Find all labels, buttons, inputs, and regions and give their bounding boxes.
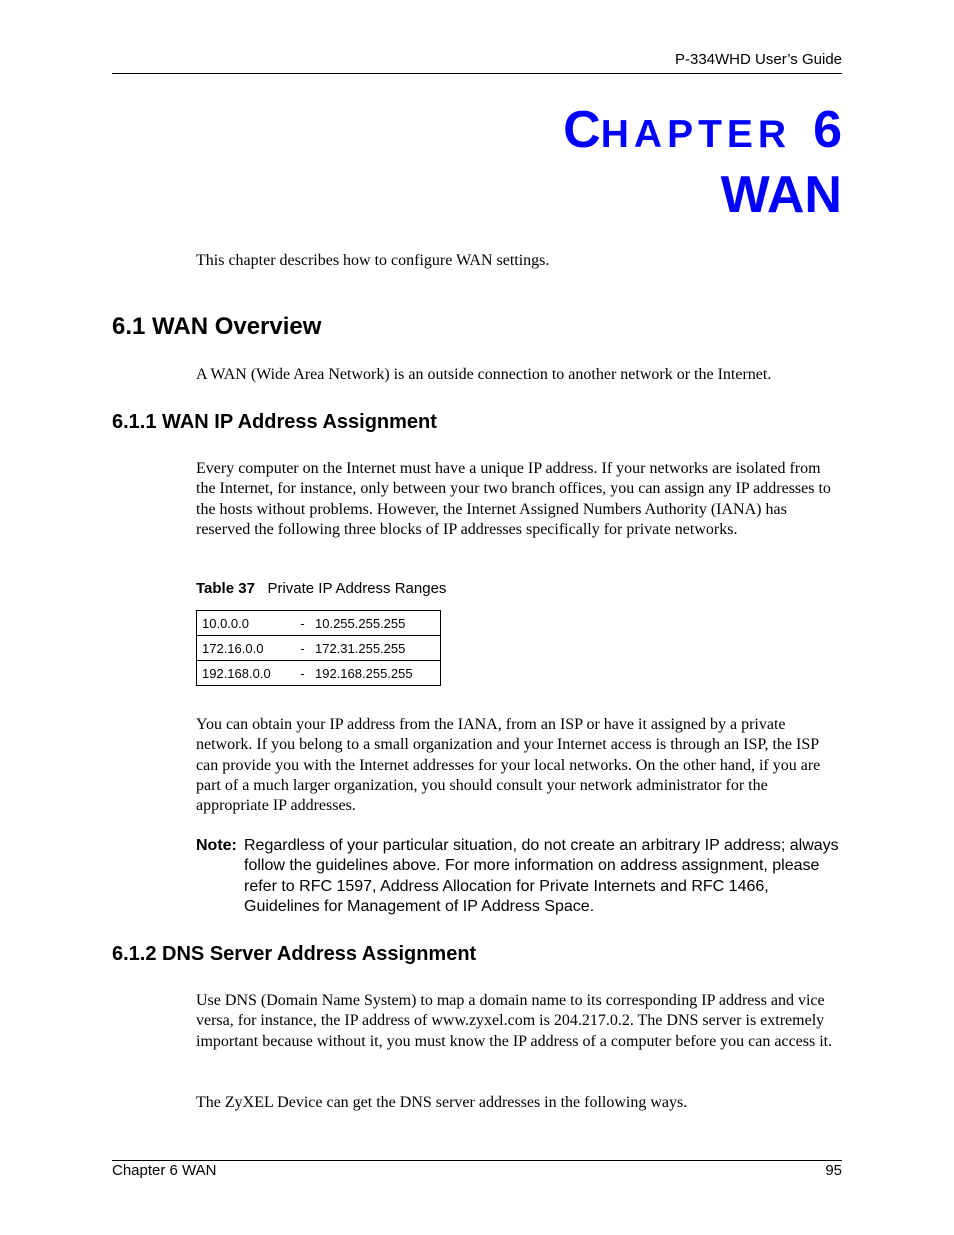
header-rule: [112, 73, 842, 74]
range-end: 10.255.255.255: [311, 611, 441, 636]
section-heading-6-1: 6.1 WAN Overview: [112, 313, 322, 340]
table-number: Table 37: [196, 580, 255, 597]
range-start: 192.168.0.0: [197, 661, 295, 686]
chapter-label-initial: C: [563, 101, 601, 159]
range-separator: -: [294, 636, 311, 661]
chapter-intro: This chapter describes how to configure WAN settings.: [196, 252, 550, 269]
range-end: 172.31.255.255: [311, 636, 441, 661]
table-row: [197, 636, 441, 661]
range-separator: -: [294, 661, 311, 686]
footer-chapter-label: Chapter 6 WAN: [112, 1162, 217, 1179]
range-start: 172.16.0.0: [197, 636, 295, 661]
footer-rule: [112, 1160, 842, 1161]
private-ip-ranges-table: [196, 610, 441, 686]
range-start: 10.0.0.0: [197, 611, 295, 636]
note-label: Note:: [196, 837, 237, 854]
table-row: [197, 661, 441, 686]
chapter-label-rest: HAPTER: [600, 113, 792, 156]
range-separator: -: [294, 611, 311, 636]
section-heading-6-1-2: 6.1.2 DNS Server Address Assignment: [112, 943, 477, 965]
section-heading-6-1-1: 6.1.1 WAN IP Address Assignment: [112, 411, 437, 433]
section-6-1-1-para-1: Every computer on the Internet must have a unique IP address. If your networks are isolated from the Internet, for instance, only between your two branch offices, you can assign any IP addresses to the hosts without problems. However, the Internet Assigned Numbers Authority (IANA) has reserved the following three blocks of IP addresses specifically for private networks.: [196, 460, 831, 538]
page-number: 95: [825, 1162, 842, 1179]
section-6-1-2-para-2: The ZyXEL Device can get the DNS server addresses in the following ways.: [196, 1094, 688, 1111]
note-block: [196, 836, 842, 917]
section-6-1-text: A WAN (Wide Area Network) is an outside connection to another network or the Internet.: [196, 366, 772, 383]
chapter-number: 6: [813, 101, 842, 159]
section-6-1-1-para-2: You can obtain your IP address from the IANA, from an ISP or have it assigned by a private network. If you belong to a small organization and your Internet access is through an ISP, the ISP can provide you with the Internet addresses for your local networks. On the other hand, if you are part of a much larger organization, you should consult your network administrator for the appropriate IP addresses.: [196, 716, 821, 815]
range-end: 192.168.255.255: [311, 661, 441, 686]
table-title: Private IP Address Ranges: [267, 580, 447, 597]
chapter-label: [563, 100, 842, 165]
section-6-1-2-para-1: Use DNS (Domain Name System) to map a domain name to its corresponding IP address and vice versa, for instance, the IP address of www.zyxel.com is 204.217.0.2. The DNS server is extremely important because without it, you must know the IP address of a computer before you can access it.: [196, 992, 833, 1050]
table-row: [197, 611, 441, 636]
running-header-title: P-334WHD User’s Guide: [675, 51, 842, 68]
note-text: Regardless of your particular situation, do not create an arbitrary IP address; always follow the guidelines above. For more information on address assignment, please refer to RFC 1597, Address Allocation for Private Internets and RFC 1466, Guidelines for Management of IP Address Space.: [244, 837, 839, 915]
table-caption: [196, 580, 446, 597]
chapter-title: WAN: [720, 166, 842, 224]
